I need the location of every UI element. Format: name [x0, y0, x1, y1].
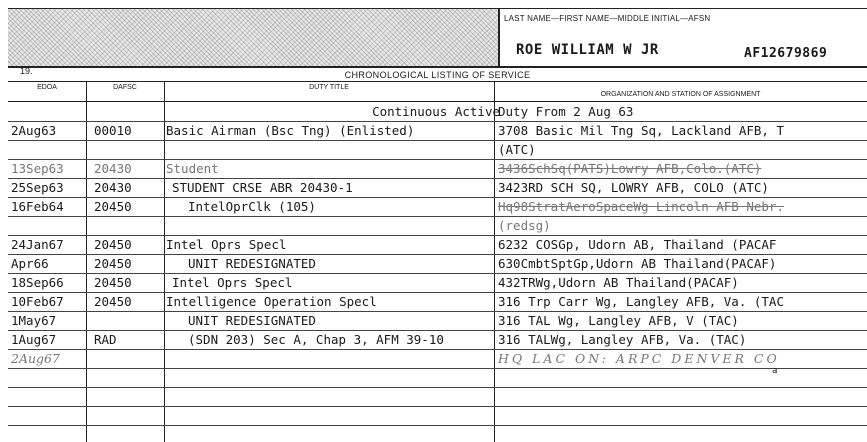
column-header-duty-title: DUTY TITLE — [309, 84, 349, 91]
edoa-cell: 25Sep63 — [11, 180, 64, 195]
organization-cell: 316 TAL Wg, Langley AFB, V (TAC) — [498, 313, 739, 328]
organization-cell: Hq98StratAeroSpaceWg Lincoln AFB Nebr. — [498, 199, 784, 214]
edoa-cell — [11, 217, 89, 235]
dafsc-cell: 20450 — [94, 256, 132, 271]
edoa-cell: 18Sep66 — [11, 275, 64, 290]
edoa-cell: 2Aug63 — [11, 123, 57, 138]
organization-cell: 316 TALWg, Langley AFB, Va. (TAC) — [498, 332, 747, 347]
dafsc-cell — [94, 407, 166, 425]
edoa-cell: 1Aug67 — [11, 332, 57, 347]
edoa-cell: 24Jan67 — [11, 237, 64, 252]
duty-title-cell — [166, 350, 500, 368]
name-block — [498, 8, 867, 66]
organization-cell: 432TRWg,Udorn AB Thailand(PACAF) — [498, 275, 739, 290]
column-header-edoa: EDOA — [37, 84, 57, 91]
edoa-cell: 1May67 — [11, 313, 57, 328]
organization-cell: 630CmbtSptGp,Udorn AB Thailand(PACAF) — [498, 256, 777, 271]
table-row — [8, 312, 867, 331]
edoa-cell — [11, 141, 89, 159]
table-row — [8, 179, 867, 198]
edoa-cell: 10Feb67 — [11, 294, 64, 309]
duty-title-cell: Intelligence Operation Specl — [166, 294, 377, 309]
table-row — [8, 369, 867, 388]
service-listing — [8, 103, 867, 426]
edoa-cell: 2Aug67 — [11, 351, 60, 366]
table-row — [8, 293, 867, 312]
duty-title-cell: IntelOprClk (105) — [188, 199, 316, 214]
table-row — [8, 331, 867, 350]
annotation-mark: a — [772, 366, 778, 376]
table-row — [8, 255, 867, 274]
edoa-cell — [11, 369, 89, 387]
duty-title-cell — [166, 407, 500, 425]
dafsc-cell — [94, 388, 166, 406]
header-rule — [8, 66, 867, 68]
afsn-number: AF12679869 — [744, 46, 828, 61]
organization-cell — [498, 407, 867, 425]
duty-title-cell — [166, 141, 500, 159]
organization-cell: HQ LAC ON: ARPC DENVER CO — [498, 351, 780, 366]
table-row — [8, 236, 867, 255]
edoa-cell: 13Sep63 — [11, 161, 64, 176]
edoa-cell — [11, 103, 89, 121]
organization-cell: 3423RD SCH SQ, LOWRY AFB, COLO (ATC) — [498, 180, 769, 195]
organization-cell: (ATC) — [498, 142, 536, 157]
dafsc-cell: 20450 — [94, 275, 132, 290]
duty-title-cell: Basic Airman (Bsc Tng) (Enlisted) — [166, 123, 415, 138]
column-header-organization: ORGANIZATION AND STATION OF ASSIGNMENT — [600, 91, 761, 98]
table-row — [8, 407, 867, 426]
table-row — [8, 160, 867, 179]
dafsc-cell — [94, 141, 166, 159]
top-rule — [8, 8, 867, 9]
dafsc-cell: 20430 — [94, 180, 132, 195]
dafsc-cell — [94, 369, 166, 387]
duty-title-cell: UNIT REDESIGNATED — [188, 313, 316, 328]
dafsc-cell: 20450 — [94, 237, 132, 252]
shaded-header-area — [8, 8, 498, 66]
edoa-cell — [11, 388, 89, 406]
dafsc-cell: 20450 — [94, 199, 132, 214]
edoa-cell — [11, 407, 89, 425]
organization-cell — [498, 369, 867, 387]
organization-cell: 3436SchSq(PATS)Lowry AFB,Colo.(ATC) — [498, 161, 762, 176]
organization-cell: 6232 COSGp, Udorn AB, Thailand (PACAF — [498, 237, 777, 252]
section-number: 19. — [20, 66, 33, 76]
duty-title-cell: UNIT REDESIGNATED — [188, 256, 316, 271]
organization-cell: Duty From 2 Aug 63 — [498, 104, 634, 119]
section-rule — [8, 81, 867, 82]
column-header-rule — [8, 101, 867, 102]
dafsc-cell — [94, 350, 166, 368]
table-row — [8, 103, 867, 122]
dafsc-cell — [94, 312, 166, 330]
section-title: CHRONOLOGICAL LISTING OF SERVICE — [344, 70, 531, 80]
duty-title-cell: STUDENT CRSE ABR 20430-1 — [172, 180, 353, 195]
duty-title-cell — [166, 388, 500, 406]
organization-cell: 316 Trp Carr Wg, Langley AFB, Va. (TAC — [498, 294, 784, 309]
name-caption: LAST NAME—FIRST NAME—MIDDLE INITIAL—AFSN — [504, 14, 711, 23]
column-header-dafsc: DAFSC — [113, 84, 137, 91]
organization-cell: 3708 Basic Mil Tng Sq, Lackland AFB, T — [498, 123, 784, 138]
dafsc-cell — [94, 103, 166, 121]
dafsc-cell: 00010 — [94, 123, 132, 138]
table-row — [8, 217, 867, 236]
organization-cell: (redsg) — [498, 218, 551, 233]
dafsc-cell: RAD — [94, 332, 117, 347]
member-name: ROE WILLIAM W JR — [516, 42, 659, 58]
dafsc-cell: 20450 — [94, 294, 132, 309]
table-row — [8, 274, 867, 293]
table-row — [8, 350, 867, 369]
duty-title-cell: Intel Oprs Specl — [172, 275, 293, 290]
duty-title-cell: Continuous Active — [372, 104, 500, 119]
duty-title-cell: Intel Oprs Specl — [166, 237, 287, 252]
duty-title-cell — [166, 217, 500, 235]
duty-title-cell: (SDN 203) Sec A, Chap 3, AFM 39-10 — [188, 332, 444, 347]
duty-title-cell — [166, 369, 500, 387]
organization-cell — [498, 388, 867, 406]
table-row — [8, 122, 867, 141]
table-row — [8, 388, 867, 407]
edoa-cell: Apr66 — [11, 256, 49, 271]
duty-title-cell: Student — [166, 161, 219, 176]
table-row — [8, 198, 867, 217]
dafsc-cell — [94, 217, 166, 235]
table-row — [8, 141, 867, 160]
dafsc-cell: 20430 — [94, 161, 132, 176]
edoa-cell: 16Feb64 — [11, 199, 64, 214]
